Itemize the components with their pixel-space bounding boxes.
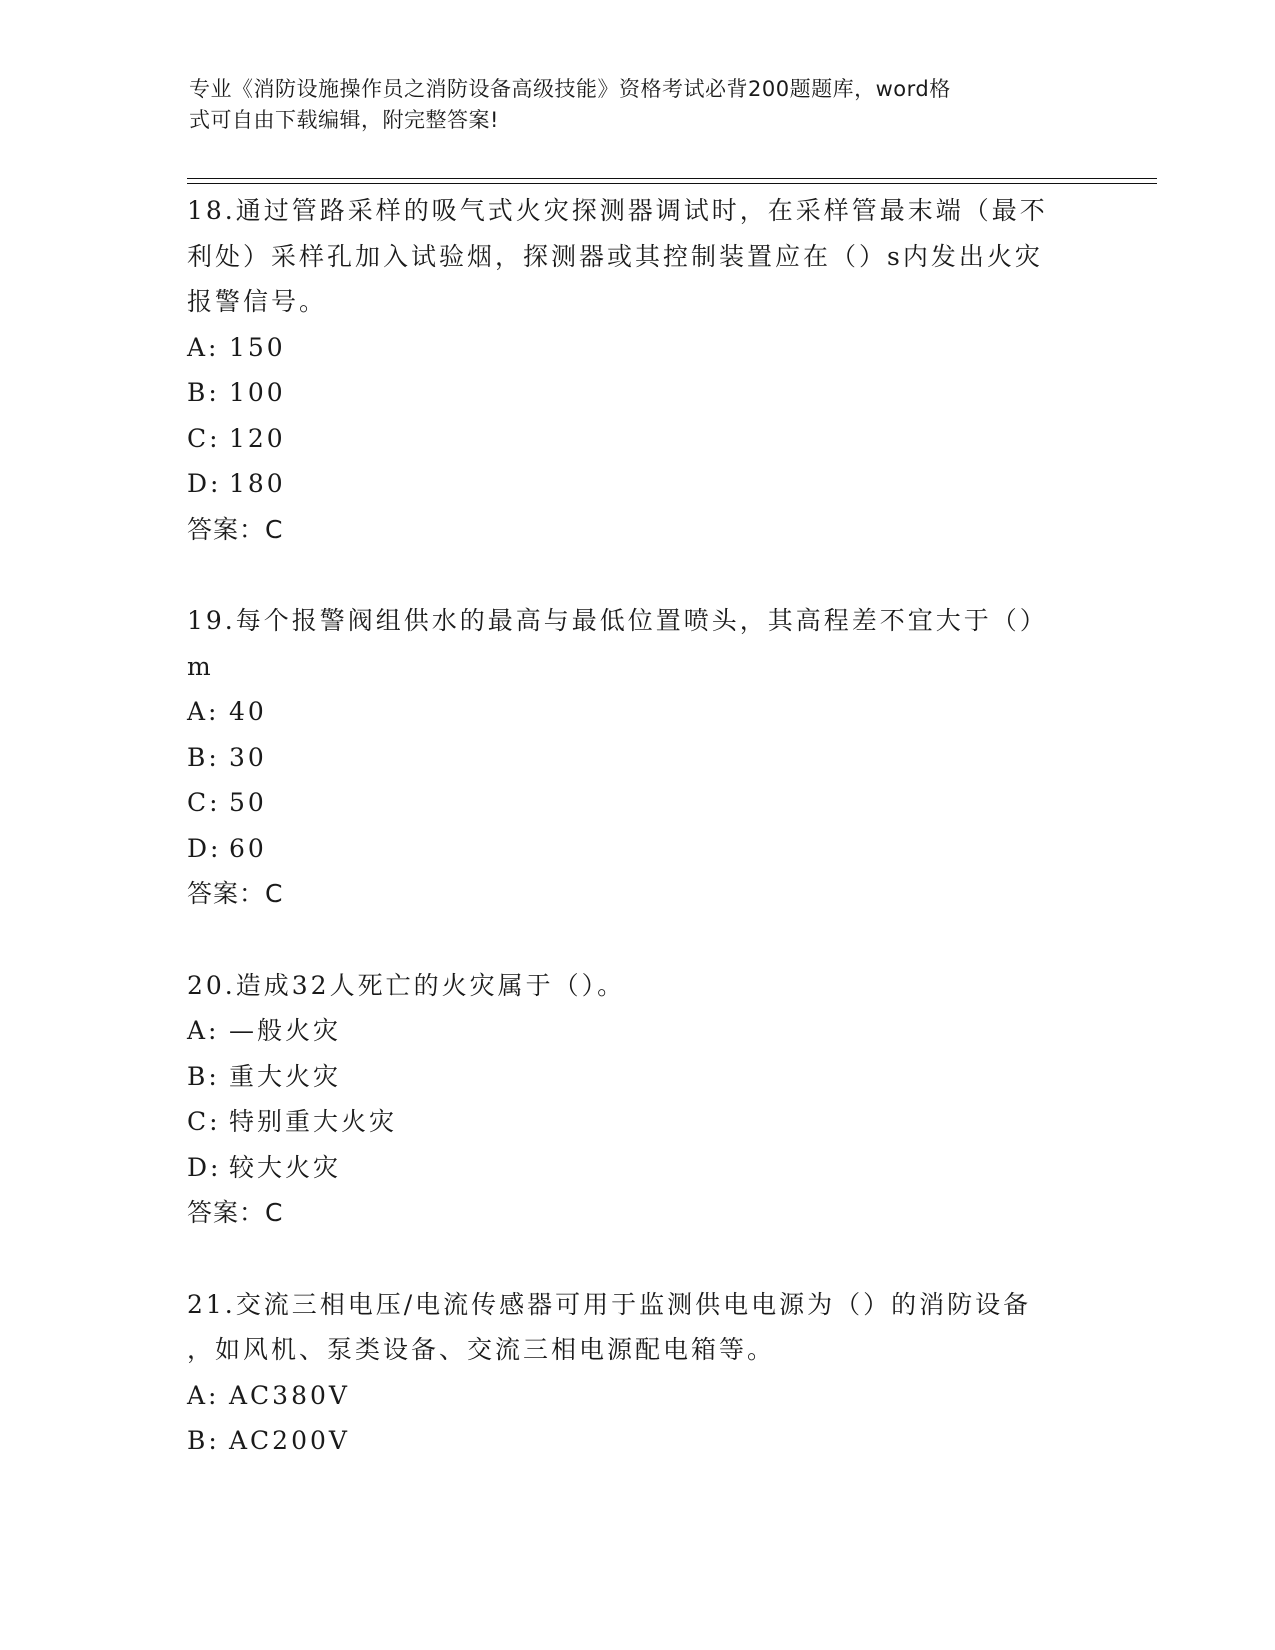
question-21 <box>187 1282 1087 1464</box>
option-text: 180 <box>229 469 286 498</box>
option-c <box>187 1099 1087 1145</box>
option-c <box>187 416 1087 462</box>
option-letter: D: <box>187 1152 222 1182</box>
option-b <box>187 370 1087 416</box>
stem-line: 18.通过管路采样的吸气式火灾探测器调试时，在采样管最末端（最不 <box>187 196 1048 225</box>
option-text: AC200V <box>229 1426 350 1455</box>
document-header <box>189 74 1079 136</box>
answer: 答案：C <box>187 514 284 544</box>
stem-line: ，如风机、泵类设备、交流三相电源配电箱等。 <box>187 1335 776 1364</box>
option-letter: C: <box>187 788 221 817</box>
header-divider-bottom <box>187 183 1157 184</box>
option-text: 50 <box>229 788 267 817</box>
option-a <box>187 689 1087 735</box>
stem-line: 19.每个报警阀组供水的最高与最低位置喷头，其高程差不宜大于（） <box>187 606 1048 635</box>
question-19 <box>187 598 1087 917</box>
option-letter: A: <box>187 1016 220 1045</box>
option-d <box>187 461 1087 507</box>
option-letter: A: <box>187 697 220 726</box>
question-18 <box>187 188 1087 552</box>
option-text: 较大火灾 <box>229 1152 342 1182</box>
question-stem <box>187 1282 1087 1373</box>
question-20 <box>187 963 1087 1236</box>
question-stem <box>187 598 1087 689</box>
option-a <box>187 1008 1087 1054</box>
option-d <box>187 1145 1087 1191</box>
option-a <box>187 325 1087 371</box>
option-letter: C: <box>187 1107 221 1136</box>
option-c <box>187 780 1087 826</box>
option-text: 特别重大火灾 <box>229 1107 398 1136</box>
stem-line: 21.交流三相电压/电流传感器可用于监测供电电源为（）的消防设备 <box>187 1289 1032 1319</box>
option-text: 40 <box>229 697 267 726</box>
option-text: —般火灾 <box>229 1016 342 1045</box>
option-letter: A: <box>187 1380 220 1410</box>
option-letter: B: <box>187 1061 220 1091</box>
header-divider-top <box>187 178 1157 179</box>
option-letter: A: <box>187 332 220 362</box>
option-text: AC380V <box>229 1380 350 1410</box>
stem-line: m <box>187 651 214 681</box>
option-letter: C: <box>187 423 221 453</box>
option-letter: B: <box>187 1426 220 1455</box>
header-line-2: 式可自由下载编辑，附完整答案! <box>189 108 499 132</box>
option-b <box>187 735 1087 781</box>
option-letter: B: <box>187 742 220 772</box>
answer: 答案：C <box>187 1198 284 1227</box>
option-b <box>187 1054 1087 1100</box>
option-text: 重大火灾 <box>229 1061 342 1091</box>
header-line-1: 专业《消防设施操作员之消防设备高级技能》资格考试必背200题题库，word格 <box>189 77 951 101</box>
option-text: 150 <box>229 332 286 362</box>
stem-line: 报警信号。 <box>187 287 328 316</box>
option-a <box>187 1373 1087 1419</box>
option-letter: D: <box>187 833 222 863</box>
option-text: 30 <box>229 742 267 772</box>
question-stem <box>187 188 1087 325</box>
stem-line: 20.造成32人死亡的火灾属于（）。 <box>187 970 626 1000</box>
option-text: 120 <box>229 423 286 453</box>
answer: 答案：C <box>187 879 284 908</box>
option-letter: B: <box>187 378 220 407</box>
option-text: 100 <box>229 378 286 407</box>
option-b <box>187 1418 1087 1464</box>
option-text: 60 <box>229 833 267 863</box>
option-d <box>187 826 1087 872</box>
question-list <box>187 188 1087 1464</box>
stem-line: 利处）采样孔加入试验烟，探测器或其控制装置应在（）s内发出火灾 <box>187 241 1043 271</box>
option-letter: D: <box>187 469 222 498</box>
question-stem <box>187 963 1087 1009</box>
